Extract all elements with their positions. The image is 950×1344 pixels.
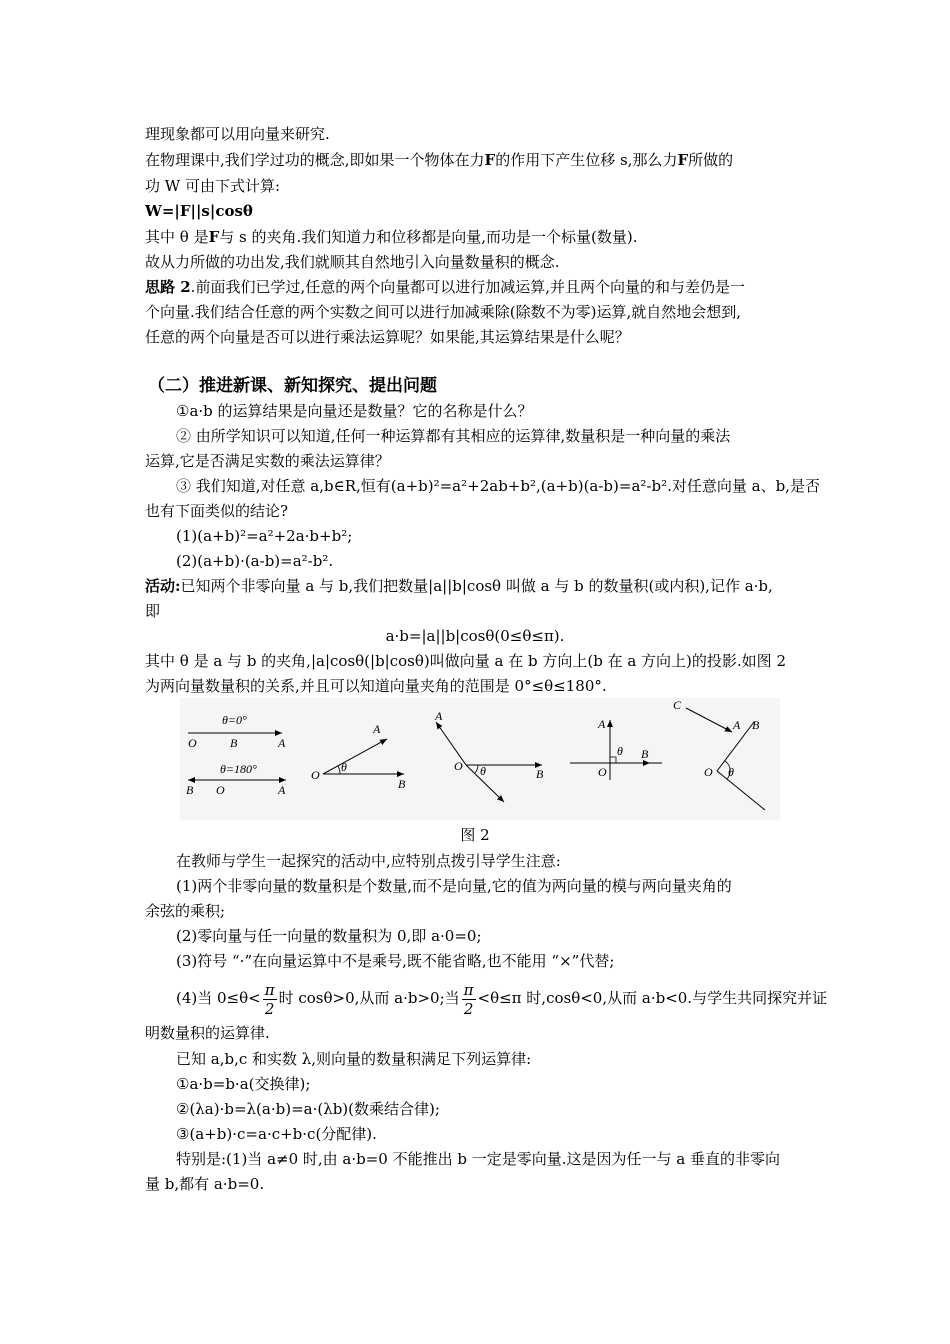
question-3: ③ 我们知道,对任意 a,b∈R,恒有(a+b)²=a²+2ab+b²,(a+b)(a-b)=a²-b².对任意向量 a、b,是否 (176, 477, 820, 495)
law-3: ③(a+b)·c=a·c+b·c(分配律). (176, 1125, 377, 1143)
label-o: O (311, 768, 320, 782)
label-b: B (398, 777, 406, 791)
paragraph: 其中 θ 是F与 s 的夹角.我们知道力和位移都是向量,而功是一个标量(数量). (145, 228, 638, 246)
label-a: A (278, 736, 286, 750)
conclusion-1: (1)(a+b)²=a²+2a·b+b²; (176, 527, 353, 545)
law-1: ①a·b=b·a(交换律); (176, 1075, 311, 1093)
theta-0-label: θ=0° (222, 713, 247, 727)
paragraph: 思路 2.前面我们已学过,任意的两个向量都可以进行加减运算,并且两个向量的和与差仍是一 (145, 278, 745, 296)
note-1-cont: 余弦的乘积; (145, 902, 226, 920)
label-a: A (598, 717, 606, 731)
label-a: A (435, 709, 443, 723)
label-o: O (216, 783, 225, 797)
figure-2 (180, 698, 780, 820)
note-3: (3)符号 “·”在向量运算中不是乘号,既不能省略,也不能用 “×”代替; (176, 952, 615, 970)
label-theta: θ (617, 744, 623, 758)
label-a: A (373, 722, 381, 736)
fraction-pi-over-2: $\frac{\pi}{2}$ (463, 980, 474, 1018)
fraction-pi-over-2: $\frac{\pi}{2}$ (264, 980, 275, 1018)
special-note-cont: 量 b,都有 a·b=0. (145, 1175, 265, 1193)
paragraph: 在物理课中,我们学过功的概念,即如果一个物体在力F的作用下产生位移 s,那么力F所做的 (145, 151, 734, 169)
activity: 活动:已知两个非零向量 a 与 b,我们把数量|a||b|cosθ 叫做 a 与 b 的数量积(或内积),记作 a·b, (145, 577, 773, 595)
note-1: (1)两个非零向量的数量积是个数量,而不是向量,它的值为两向量的模与两向量夹角的 (176, 877, 732, 895)
label-b: B (536, 767, 544, 781)
label-o: O (188, 736, 197, 750)
label-o: O (598, 765, 607, 779)
question-2: ② 由所学知识可以知道,任何一种运算都有其相应的运算律,数量积是一种向量的乘法 (176, 427, 731, 445)
laws-intro: 已知 a,b,c 和实数 λ,则向量的数量积满足下列运算律: (176, 1050, 532, 1068)
label-a: A (733, 718, 741, 732)
question-1: ①a·b 的运算结果是向量还是数量？它的名称是什么？ (176, 402, 533, 420)
notes-intro: 在教师与学生一起探究的活动中,应特别点拨引导学生注意: (176, 852, 561, 870)
special-note: 特别是:(1)当 a≠0 时,由 a·b=0 不能推出 b 一定是零向量.这是因为任一与 a 垂直的非零向 (176, 1150, 781, 1168)
figure-caption: 图 2 (460, 826, 490, 844)
activity-cont: 即 (145, 602, 161, 620)
label-theta: θ (480, 764, 486, 778)
paragraph: 任意的两个向量是否可以进行乘法运算呢？如果能,其运算结果是什么呢？ (145, 328, 630, 346)
theta-180-label: θ=180° (220, 762, 257, 776)
definition-formula: a·b=|a||b|cosθ(0≤θ≤π). (385, 627, 565, 645)
paragraph: 理现象都可以用向量来研究. (145, 125, 330, 143)
note-2: (2)零向量与任一向量的数量积为 0,即 a·0=0; (176, 927, 482, 945)
question-2-cont: 运算,它是否满足实数的乘法运算律？ (145, 452, 390, 470)
label-b: B (186, 783, 194, 797)
label-theta: θ (728, 765, 734, 779)
label-o: O (454, 759, 463, 773)
label-c: C (673, 698, 682, 712)
section-heading: （二）推进新课、新知探究、提出问题 (148, 376, 437, 396)
label-o: O (704, 765, 713, 779)
formula-work: W=|F||s|cosθ (145, 202, 253, 220)
question-3-cont: 也有下面类似的结论? (145, 502, 289, 520)
label-b: B (230, 736, 238, 750)
label-b: B (641, 747, 649, 761)
note-4-cont: 明数量积的运算律. (145, 1024, 270, 1042)
law-2: ②(λa)·b=λ(a·b)=a·(λb)(数乘结合律); (176, 1100, 440, 1118)
paragraph: 功 W 可由下式计算: (145, 177, 281, 195)
label-b: B (752, 718, 760, 732)
conclusion-2: (2)(a+b)·(a-b)=a²-b². (176, 552, 334, 570)
projection-text-cont: 为两向量数量积的关系,并且可以知道向量夹角的范围是 0°≤θ≤180°. (145, 677, 607, 695)
paragraph: 个向量.我们结合任意的两个实数之间可以进行加减乘除(除数不为零)运算,就自然地会想到, (145, 303, 742, 321)
note-4: (4)当 0≤θ< $\frac{\pi}{2}$ 时 cosθ>0,从而 a·b>0;当 $\frac{\pi}{2}$ <θ≤π 时,cosθ<0,从而 a·b<0.与学生共同探究并证 (176, 980, 828, 1018)
label-a: A (278, 783, 286, 797)
label-theta: θ (341, 760, 347, 774)
projection-text: 其中 θ 是 a 与 b 的夹角,|a|cosθ(|b|cosθ)叫做向量 a 在 b 方向上(b 在 a 方向上)的投影.如图 2 (145, 652, 786, 670)
paragraph: 故从力所做的功出发,我们就顺其自然地引入向量数量积的概念. (145, 253, 560, 271)
